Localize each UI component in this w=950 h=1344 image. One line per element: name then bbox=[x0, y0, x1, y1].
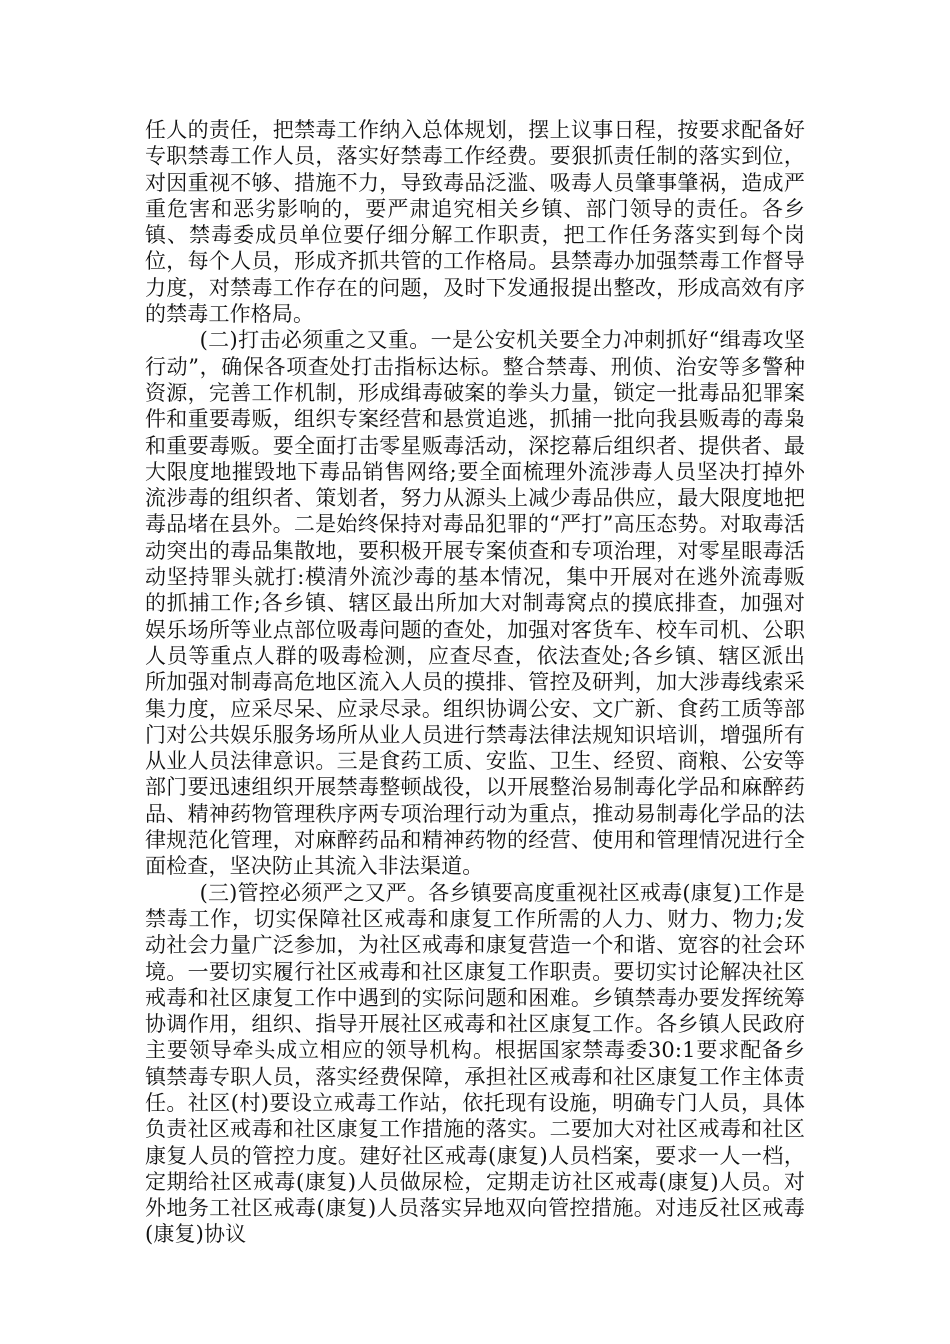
paragraph-crackdown: (二)打击必须重之又重。一是公安机关要全力冲刺抓好“缉毒攻坚行动”，确保各项查处打击指标达标。整合禁毒、刑侦、治安等多警种资源，完善工作机制，形成缉毒破案的拳头力量，锁定一批毒品犯罪案件和重要毒贩，组织专案经营和悬赏追逃，抓捕一批向我县贩毒的毒枭和重要毒贩。要全面打击零星贩毒活动，深挖幕后组织者、提供者、最大限度地摧毁地下毒品销售网络;要全面梳理外流涉毒人员坚决打掉外流涉毒的组织者、策划者，努力从源头上减少毒品供应，最大限度地把毒品堵在县外。二是始终保持对毒品犯罪的“严打”高压态势。对取毒活动突出的毒品集散地，要积极开展专案侦查和专项治理，对零星眼毒活动坚持罪头就打:模清外流沙毒的基本情况，集中开展对在逃外流毒贩的抓捕工作;各乡镇、辖区最出所加大对制毒窝点的摸底排查，加强对娱乐场所等业点部位吸毒问题的查处，加强对客货车、校车司机、公职人员等重点人群的吸毒检测，应查尽查，依法查处;各乡镇、辖区派出所加强对制毒高危地区流入人员的摸排、管控及研判，加大涉毒线索采集力度，应采尽呆、应录尽录。组织协调公安、文广新、食药工质等部门对公共娱乐服务场所从业人员进行禁毒法律法规知识培训，增强所有从业人员法律意识。三是食药工质、安监、卫生、经贸、商粮、公安等部门要迅速组织开展禁毒整顿战役，以开展整治易制毒化学品和麻醉药品、精神药物管理秩序两专项治理行动为重点，推动易制毒化学品的法律规范化管理，对麻醉药品和精神药物的经营、使用和管理情况进行全面检查，坚决防止其流入非法渠道。 bbox=[145, 328, 805, 879]
paragraph-control: (三)管控必须严之又严。各乡镇要高度重视社区戒毒(康复)工作是禁毒工作，切实保障社区戒毒和康复工作所需的人力、财力、物力;发动社会力量广泛参加，为社区戒毒和康复营造一个和谐、宽容的社会环境。一要切实履行社区戒毒和社区康复工作职责。要切实讨论解决社区戒毒和社区康复工作中遇到的实际问题和困难。乡镇禁毒办要发挥统筹协调作用，组织、指导开展社区戒毒和社区康复工作。各乡镇人民政府主要领导牵头成立相应的领导机构。根据国家禁毒委30:1要求配备乡镇禁毒专职人员，落实经费保障，承担社区戒毒和社区康复工作主体责任。社区(村)要设立戒毒工作站，依托现有设施，明确专门人员，具体负责社区戒毒和社区康复工作措施的落实。二要加大对社区戒毒和社区康复人员的管控力度。建好社区戒毒(康复)人员档案，要求一人一档，定期给社区戒毒(康复)人员做尿检，定期走访社区戒毒(康复)人员。对外地务工社区戒毒(康复)人员落实异地双向管控措施。对违反社区戒毒(康复)协议 bbox=[145, 880, 805, 1247]
paragraph-continuation: 任人的责任，把禁毒工作纳入总体规划，摆上议事日程，按要求配备好专职禁毒工作人员，落实好禁毒工作经费。要狠抓责任制的落实到位，对因重视不够、措施不力，导致毒品泛滥、吸毒人员肇事肇祸，造成严重危害和恶劣影响的，要严肃追究相关乡镇、部门领导的责任。各乡镇、禁毒委成员单位要仔细分解工作职责，把工作任务落实到每个岗位，每个人员，形成齐抓共管的工作格局。县禁毒办加强禁毒工作督导力度，对禁毒工作存在的问题，及时下发通报提出整改，形成高效有序的禁毒工作格局。 bbox=[145, 118, 805, 327]
document-body bbox=[145, 117, 805, 1248]
